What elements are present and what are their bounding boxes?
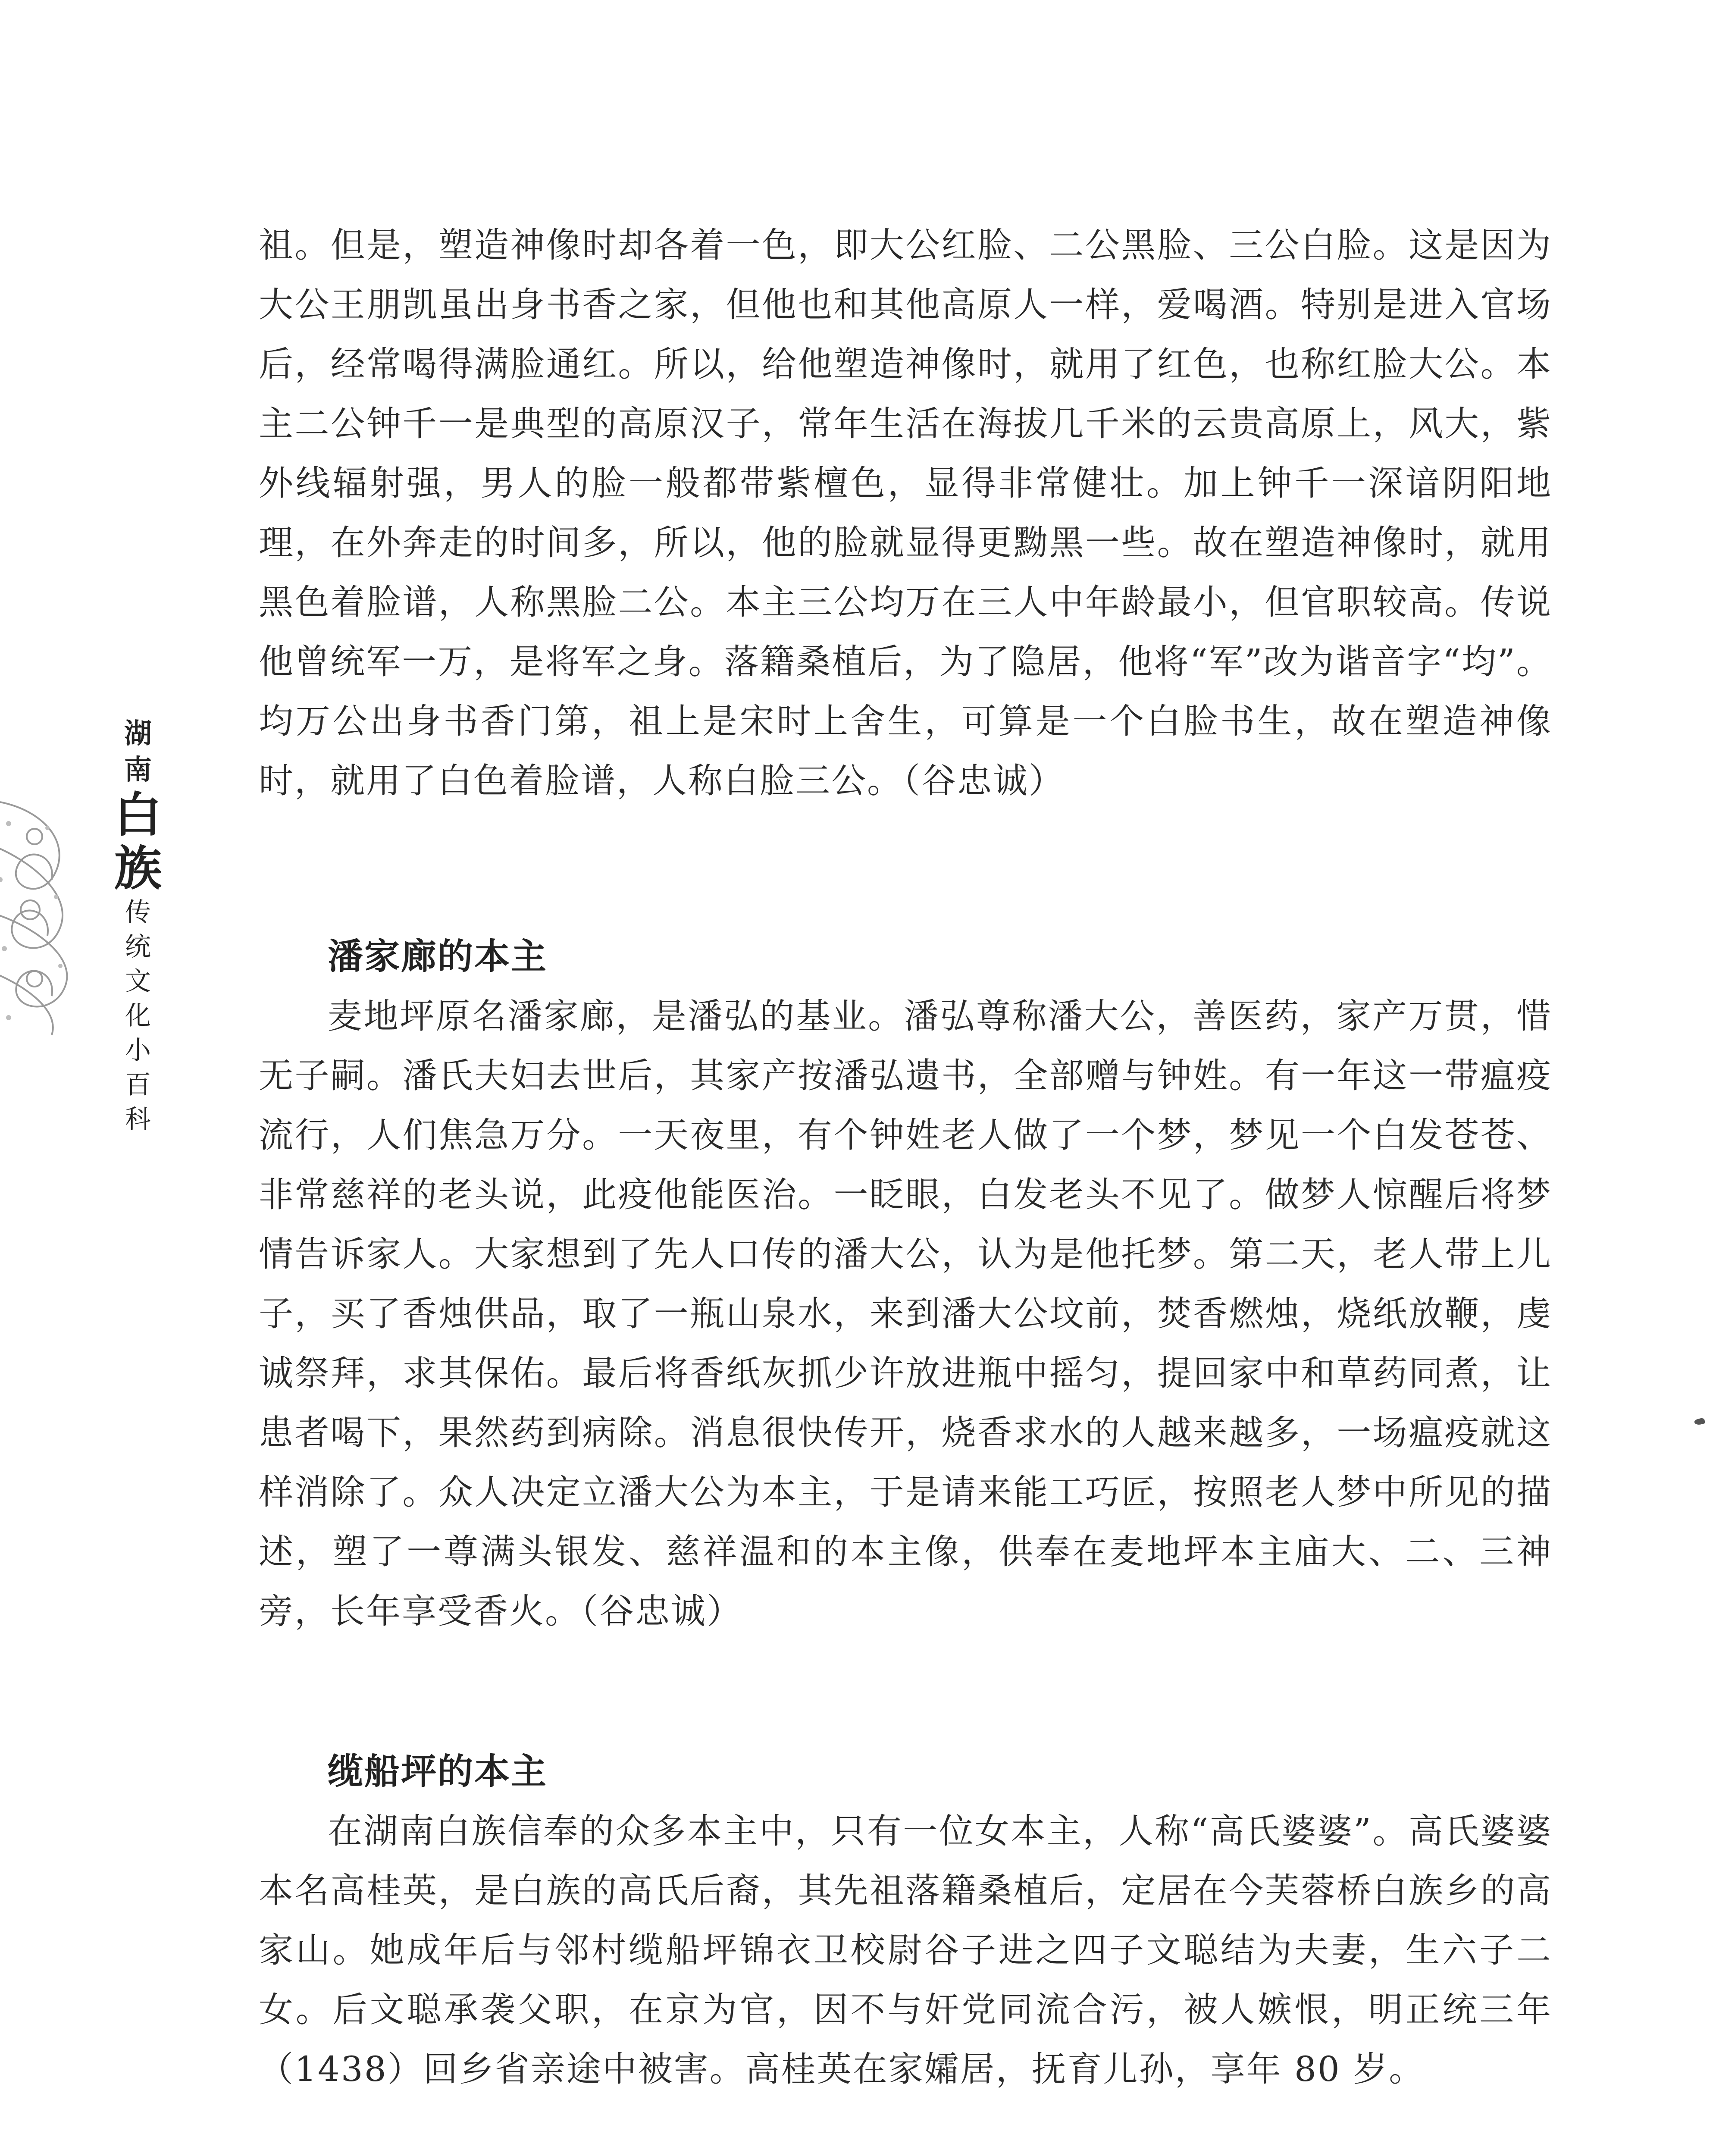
side-title-char: 族 — [114, 840, 162, 896]
side-title-char: 科 — [125, 1104, 151, 1134]
decorative-ornament-icon — [0, 785, 91, 1044]
continuation-text-block — [259, 216, 1552, 811]
section-title: 缆船坪的本主 — [328, 1751, 548, 1792]
section-paragraph: 麦地坪原名潘家廊，是潘弘的基业。潘弘尊称潘大公，善医药，家产万贯，惜无子嗣。潘氏夫妇去世后，其家产按潘弘遗书，全部赠与钟姓。有一年这一带瘟疫流行，人们焦急万分。一天夜里，有个钟姓老人做了一个梦，梦见一个白发苍苍、非常慈祥的老头说，此疫他能医治。一眨眼，白发老头不见了。做梦人惊醒后将梦情告诉家人。大家想到了先人口传的潘大公，认为是他托梦。第二天，老人带上儿子，买了香烛供品，取了一瓶山泉水，来到潘大公坟前，焚香燃烛，烧纸放鞭，虔诚祭拜，求其保佑。最后将香纸灰抓少许放进瓶中摇匀，提回家中和草药同煮，让患者喝下，果然药到病除。消息很快传开，烧香求水的人越来越多，一场瘟疫就这样消除了。众人决定立潘大公为本主，于是请来能工巧匠，按照老人梦中所见的描述，塑了一尊满头银发、慈祥温和的本主像，供奉在麦地坪本主庙大、二、三神旁，长年享受香火。（谷忠诚） — [259, 996, 1552, 1631]
side-title-char: 文 — [125, 966, 151, 997]
side-title-char: 传 — [125, 897, 151, 928]
continuation-paragraph: 祖。但是，塑造神像时却各着一色，即大公红脸、二公黑脸、三公白脸。这是因为大公王朋凯虽出身书香之家，但他也和其他高原人一样，爱喝酒。特别是进入官场后，经常喝得满脸通红。所以，给他塑造神像时，就用了红色，也称红脸大公。本主二公钟千一是典型的高原汉子，常年生活在海拔几千米的云贵高原上，风大，紫外线辐射强，男人的脸一般都带紫檀色，显得非常健壮。加上钟千一深谙阴阳地理，在外奔走的时间多，所以，他的脸就显得更黝黑一些。故在塑造神像时，就用黑色着脸谱，人称黑脸二公。本主三公均万在三人中年龄最小，但官职较高。传说他曾统军一万，是将军之身。落籍桑植后，为了隐居，他将“军”改为谐音字“均”。均万公出身书香门第，祖上是宋时上舍生，可算是一个白脸书生，故在塑造神像时，就用了白色着脸谱，人称白脸三公。（谷忠诚） — [259, 225, 1552, 801]
side-book-title — [110, 716, 166, 1137]
section-title: 潘家廊的本主 — [328, 936, 548, 977]
side-title-char: 化 — [125, 1001, 151, 1031]
side-title-char: 南 — [124, 754, 152, 786]
section-pan-jia-lang — [259, 927, 1552, 1641]
side-title-char: 统 — [125, 932, 151, 962]
side-title-char: 小 — [125, 1035, 151, 1065]
side-title-char: 湖 — [124, 718, 152, 750]
side-title-char: 百 — [125, 1070, 151, 1100]
margin-mark — [1694, 1417, 1706, 1426]
section-paragraph: 在湖南白族信奉的众多本主中，只有一位女本主，人称“高氏婆婆”。高氏婆婆本名高桂英，是白族的高氏后裔，其先祖落籍桑植后，定居在今芙蓉桥白族乡的高家山。她成年后与邻村缆船坪锦衣卫校尉谷子进之四子文聪结为夫妻，生六子二女。后文聪承袭父职，在京为官，因不与奸党同流合污，被人嫉恨，明正统三年（1438）回乡省亲途中被害。高桂英在家孀居，抚育儿孙，享年 80 岁。 — [259, 1811, 1552, 2089]
section-lan-chuan-ping — [259, 1742, 1552, 2099]
side-title-char: 白 — [114, 787, 162, 843]
